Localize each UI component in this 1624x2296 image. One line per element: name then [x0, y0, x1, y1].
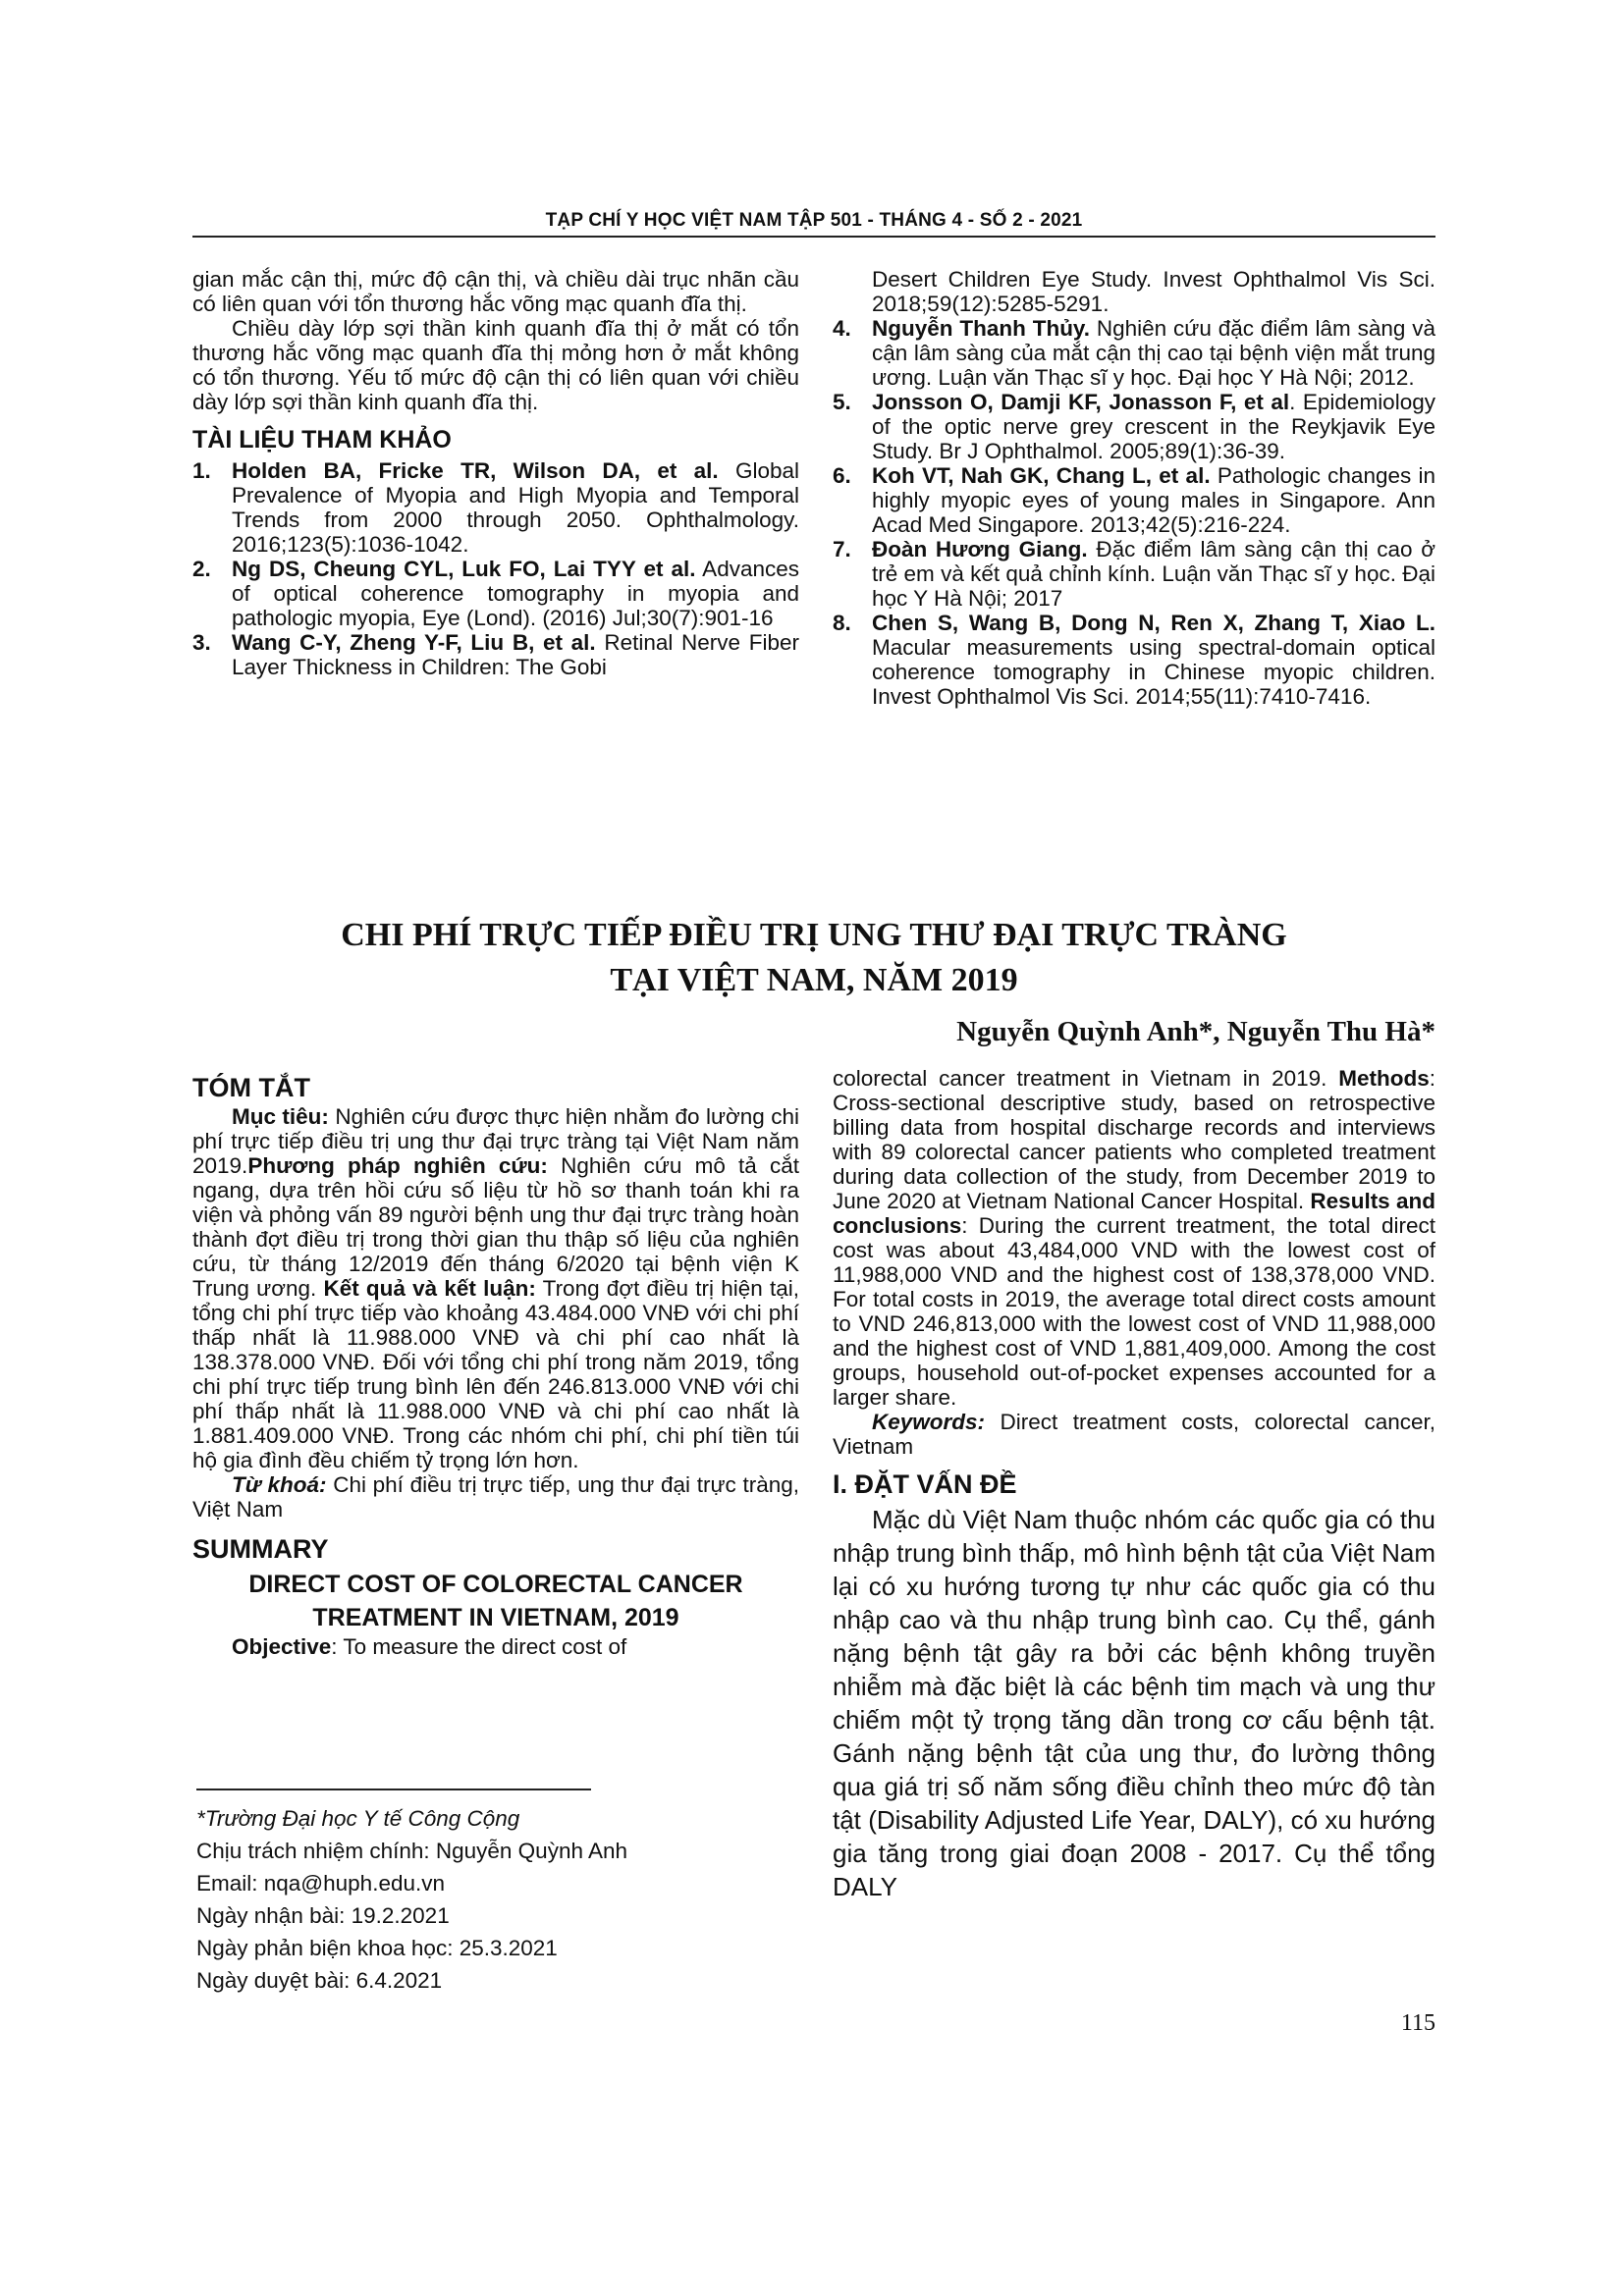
footnote-rule	[196, 1789, 591, 1790]
reference-item	[833, 316, 1435, 390]
methods-label: Phương pháp nghiên cứu:	[247, 1153, 548, 1178]
objective-en-label: Objective	[232, 1634, 332, 1659]
prev-conclusion-paragraph: gian mắc cận thị, mức độ cận thị, và chiều dài trục nhãn cầu có liên quan với tổn thương hắc võng mạc quanh đĩa thị.	[192, 267, 799, 316]
objective-en	[192, 1634, 799, 1659]
article-right-column	[833, 1066, 1435, 1903]
reference-authors: Holden BA, Fricke TR, Wilson DA, et al.	[232, 458, 719, 483]
reference-number: 2.	[192, 557, 211, 581]
reference-item	[833, 463, 1435, 537]
footnote-approved: Ngày duyệt bài: 6.4.2021	[196, 1968, 443, 1993]
keywords-en	[833, 1410, 1435, 1459]
reference-body	[232, 557, 799, 630]
reference-number: 8.	[833, 611, 851, 635]
reference-authors: Ng DS, Cheung CYL, Luk FO, Lai TYY et al.	[232, 557, 696, 581]
methods-text: Nghiên cứu mô tả cắt ngang, dựa trên hồi cứu số liệu từ hồ sơ thanh toán khi ra viện và phỏng vấn 89 người bệnh ung thư đại trực tràng hoàn thành đợt điều trị trong thời gian thu thập số liệu của nghiên cứu, từ tháng 12/2019 đến tháng 6/2020 tại bệnh viện K Trung ương.	[192, 1153, 799, 1301]
abstract-en-paragraph	[833, 1066, 1435, 1410]
reference-body	[872, 611, 1435, 709]
reference-text: . Epidemiology of the optic nerve grey crescent in the Reykjavik Eye Study. Br J Ophthalmol. 2005;89(1):36-39.	[872, 390, 1435, 463]
abstract-heading: TÓM TẮT	[192, 1073, 310, 1102]
reference-body	[232, 630, 799, 679]
reference-body	[872, 463, 1435, 537]
reference-body	[872, 537, 1435, 611]
reference-number: 5.	[833, 390, 851, 414]
reference-body	[872, 390, 1435, 463]
reference-authors: Wang C-Y, Zheng Y-F, Liu B, et al.	[232, 630, 596, 655]
intro-heading: I. ĐẶT VẤN ĐỀ	[833, 1469, 1017, 1499]
reference-item	[192, 458, 799, 557]
article-authors: Nguyễn Quỳnh Anh*, Nguyễn Thu Hà*	[956, 1016, 1435, 1047]
keywords-en-label: Keywords:	[872, 1410, 986, 1434]
objective-en-text: : To measure the direct cost of	[331, 1634, 627, 1659]
keywords-label: Từ khoá:	[232, 1472, 327, 1497]
objective-label: Mục tiêu:	[232, 1104, 329, 1129]
reference-item	[833, 390, 1435, 463]
reference-text: Nghiên cứu đặc điểm lâm sàng và cận lâm sàng của mắt cận thị cao tại bệnh viện mắt trung ương. Luận văn Thạc sĩ y học. Đại học Y Hà Nội; 2012.	[872, 316, 1435, 390]
reference-authors: Đoàn Hương Giang.	[872, 537, 1088, 561]
reference-text: Advances of optical coherence tomography in myopia and pathologic myopia, Eye (Lond). (2016) Jul;30(7):901-16	[232, 557, 799, 630]
footnotes	[196, 1802, 785, 1997]
abstract-vi-paragraph	[192, 1104, 799, 1472]
article-left-column	[192, 1066, 799, 1659]
prev-article-left-column	[192, 267, 799, 679]
keywords-text: Chi phí điều trị trực tiếp, ung thư đại trực tràng, Việt Nam	[192, 1472, 799, 1522]
footnote-responsible: Chịu trách nhiệm chính: Nguyễn Quỳnh Anh	[196, 1839, 628, 1863]
prev-conclusion-paragraph: Chiều dày lớp sợi thần kinh quanh đĩa thị ở mắt có tổn thương hắc võng mạc quanh đĩa thị mỏng hơn ở mắt không có tổn thương. Yếu tố mức độ cận thị có liên quan với chiều dày lớp sợi thần kinh quanh đĩa thị.	[192, 316, 799, 414]
reference-item	[833, 611, 1435, 709]
objective-text: Nghiên cứu được thực hiện nhằm đo lường chi phí trực tiếp điều trị ung thư đại trực tràng tại Việt Nam năm 2019.	[192, 1104, 799, 1178]
reference-number: 4.	[833, 316, 851, 341]
summary-heading: SUMMARY	[192, 1534, 329, 1564]
reference-text: Macular measurements using spectral-domain optical coherence tomography in Chinese myopic children. Invest Ophthalmol Vis Sci. 2014;55(11):7410-7416.	[872, 635, 1435, 709]
page-number: 115	[1400, 2010, 1435, 2036]
reference-text: Global Prevalence of Myopia and High Myopia and Temporal Trends from 2000 through 2050. Ophthalmology. 2016;123(5):1036-1042.	[232, 458, 799, 557]
results-text: Trong đợt điều trị hiện tại, tổng chi phí trực tiếp vào khoảng 43.484.000 VNĐ với chi phí thấp nhất là 11.988.000 VNĐ và chi phí cao nhất là 138.378.000 VNĐ. Đối với tổng chi phí trong năm 2019, tổng chi phí trực tiếp trung bình lên đến 246.813.000 VNĐ với chi phí thấp nhất là 11.988.000 VNĐ và chi phí cao nhất là 1.881.409.000 VNĐ. Trong các nhóm chi phí, chi phí tiền túi hộ gia đình đều chiếm tỷ trọng lớn hơn.	[192, 1276, 799, 1472]
article-title	[192, 913, 1435, 1003]
reference-item	[833, 537, 1435, 611]
reference-text: Pathologic changes in highly myopic eyes of young males in Singapore. Ann Acad Med Singapore. 2013;42(5):216-224.	[872, 463, 1436, 537]
reference-text: Retinal Nerve Fiber Layer Thickness in Children: The Gobi	[232, 630, 799, 679]
reference-authors: Jonsson O, Damji KF, Jonasson F, et al	[872, 390, 1290, 414]
results-en-label: Results and conclusions	[833, 1189, 1435, 1238]
methods-en-label: Methods	[1338, 1066, 1430, 1091]
footnote-affiliation: *Trường Đại học Y tế Công Cộng	[196, 1806, 520, 1831]
footnote-email: Email: nqa@huph.edu.vn	[196, 1871, 446, 1896]
reference-item	[192, 630, 799, 679]
objective-en-continued: colorectal cancer treatment in Vietnam in 2019.	[833, 1066, 1327, 1091]
reference-body	[232, 458, 799, 557]
reference-body	[872, 316, 1435, 390]
footnote-reviewed: Ngày phản biện khoa học: 25.3.2021	[196, 1936, 558, 1960]
reference-authors: Chen S, Wang B, Dong N, Ren X, Zhang T, Xiao L.	[872, 611, 1435, 635]
reference-number: 1.	[192, 458, 211, 483]
reference-continued	[833, 267, 1435, 316]
reference-number: 3.	[192, 630, 211, 655]
reference-number: 7.	[833, 537, 851, 561]
reference-item	[192, 557, 799, 630]
keywords-en-text: Direct treatment costs, colorectal cancer, Vietnam	[833, 1410, 1435, 1459]
reference-text: Đặc điểm lâm sàng cận thị cao ở trẻ em và kết quả chỉnh kính. Luận văn Thạc sĩ y học. Đại học Y Hà Nội; 2017	[872, 537, 1435, 611]
running-header: TẠP CHÍ Y HỌC VIỆT NAM TẬP 501 - THÁNG 4 - SỐ 2 - 2021	[545, 210, 1083, 231]
reference-number: 6.	[833, 463, 851, 488]
reference-text: Desert Children Eye Study. Invest Ophthalmol Vis Sci. 2018;59(12):5285-5291.	[872, 267, 1435, 316]
results-label: Kết quả và kết luận:	[323, 1276, 536, 1301]
keywords-vi	[192, 1472, 799, 1522]
intro-paragraph: Mặc dù Việt Nam thuộc nhóm các quốc gia có thu nhập trung bình thấp, mô hình bệnh tật của Việt Nam lại có xu hướng tương tự như các quốc gia có thu nhập cao và thu nhập trung bình cao. Cụ thể, gánh nặng bệnh tật gây ra bởi các bệnh không truyền nhiễm mà đặc biệt là các bệnh tim mạch và ung thư chiếm một tỷ trọng tăng dần trong cơ cấu bệnh tật. Gánh nặng bệnh tật của ung thư, đo lường thông qua giá trị số năm sống điều chỉnh theo mức độ tàn tật (Disability Adjusted Life Year, DALY), có xu hướng gia tăng trong giai đoạn 2008 - 2017. Cụ thể tổng DALY	[833, 1505, 1435, 1901]
results-en-text: : During the current treatment, the total direct cost was about 43,484,000 VND with the lowest cost of 11,988,000 VND and the highest cost of 138,378,000 VND. For total costs in 2019, the average total direct costs amount to VND 246,813,000 with the lowest cost of VND 11,988,000 and the highest cost of VND 1,881,409,000. Among the cost groups, household out-of-pocket expenses accounted for a larger share.	[833, 1213, 1435, 1410]
footnote-received: Ngày nhận bài: 19.2.2021	[196, 1903, 450, 1928]
header-rule	[192, 236, 1435, 238]
article-title-line: CHI PHÍ TRỰC TIẾP ĐIỀU TRỊ UNG THƯ ĐẠI TRỰC TRÀNG	[341, 917, 1287, 953]
reference-authors: Koh VT, Nah GK, Chang L, et al.	[872, 463, 1211, 488]
methods-en-text: : Cross-sectional descriptive study, based on retrospective billing data from hospital discharge records and interviews with 89 colorectal cancer patients who completed treatment during data collection of the study, from December 2019 to June 2020 at Vietnam National Cancer Hospital.	[833, 1066, 1435, 1213]
references-heading: TÀI LIỆU THAM KHẢO	[192, 426, 452, 454]
article-title-line: TẠI VIỆT NAM, NĂM 2019	[610, 962, 1018, 998]
summary-title: DIRECT COST OF COLORECTAL CANCER TREATMENT IN VIETNAM, 2019	[248, 1571, 743, 1631]
reference-authors: Nguyễn Thanh Thủy.	[872, 316, 1091, 341]
prev-article-right-column	[833, 267, 1435, 709]
